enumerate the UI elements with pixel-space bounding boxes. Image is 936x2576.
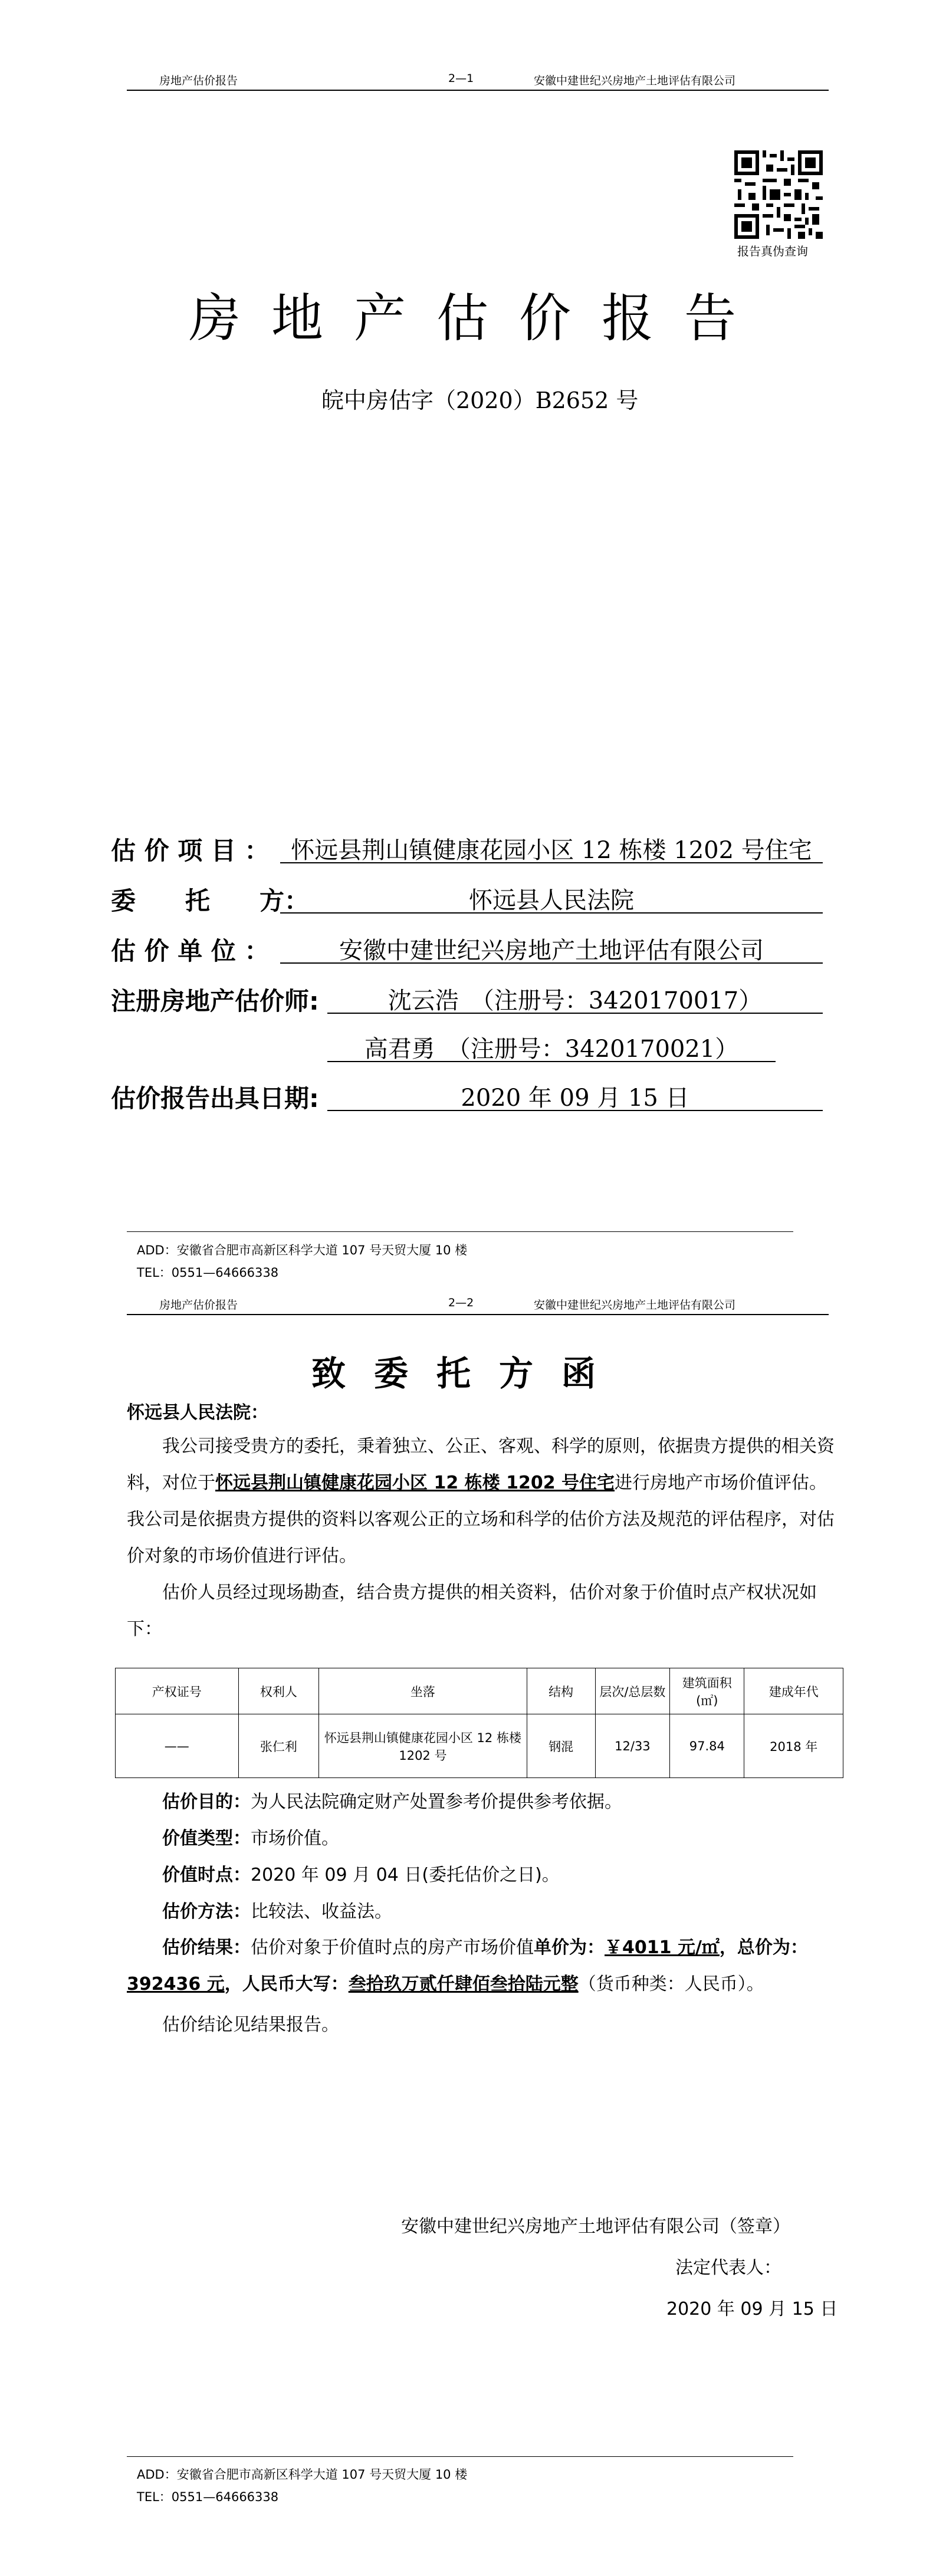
salutation: 怀远县人民法院： (127, 1402, 268, 1423)
table-cell: 张仁利 (238, 1714, 319, 1778)
purpose-value: 为人民法院确定财产处置参考价提供参考依据。 (251, 1792, 622, 1812)
result-label: 估价结果： (162, 1937, 251, 1958)
value-time-label: 价值时点： (162, 1865, 251, 1885)
paragraph-1 (127, 1428, 838, 1575)
result-paragraph (127, 1930, 838, 2003)
header-left: 房地产估价报告 (159, 74, 238, 87)
unit-price-value: ￥4011 元/㎡ (605, 1937, 720, 1958)
method-label: 估价方法： (162, 1901, 251, 1922)
result-text: 估价对象于价值时点的房产市场价值 (251, 1937, 534, 1958)
footer-address: ADD：安徽省合肥市高新区科学大道 107 号天贸大厦 10 楼 (137, 2467, 468, 2482)
footer-rule (127, 2456, 793, 2457)
qr-code-icon[interactable] (734, 150, 823, 239)
table-cell: 钢混 (527, 1714, 595, 1778)
currency-note: （货币种类：人民币）。 (578, 1974, 764, 1995)
field-label-project: 估 价 项 目 ： (111, 836, 270, 865)
document-number: 皖中房估字（2020）B2652 号 (321, 387, 639, 413)
property-table (115, 1668, 843, 1778)
table-header-cell: 建筑面积(㎡) (670, 1668, 744, 1714)
paragraph-2: 估价人员经过现场勘查，结合贵方提供的相关资料，估价对象于价值时点产权状况如下： (127, 1582, 817, 1639)
table-cell: 12/33 (595, 1714, 669, 1778)
rmb-label: ，人民币大写： (224, 1974, 349, 1995)
header-page-number: 2—2 (448, 1296, 474, 1309)
header-page-number: 2—1 (448, 72, 474, 85)
footer-tel: TEL：0551—64666338 (137, 1266, 279, 1280)
total-price-value: 392436 元 (127, 1974, 225, 1995)
unit-price-label: 单价为： (534, 1937, 605, 1958)
field-label-issue-date: 估价报告出具日期: (111, 1084, 319, 1113)
field-value-client: 怀远县人民法院 (469, 887, 634, 914)
field-underline (280, 912, 823, 914)
value-type-value: 市场价值。 (251, 1828, 339, 1849)
table-header-cell: 结构 (527, 1668, 595, 1714)
signer-date: 2020 年 09 月 15 日 (666, 2299, 838, 2319)
rmb-value: 叁拾玖万贰仟肆佰叁拾陆元整 (348, 1974, 579, 1995)
paragraph-1-tail: 进行房地产市场价值评估。我公司是依据贵方提供的资料以客观公正的立场和科学的估价方法及规范的评估程序，对估价对象的市场价值进行评估。 (127, 1473, 835, 1566)
value-time-line (162, 1860, 560, 1886)
property-address: 怀远县荆山镇健康花园小区 12 栋楼 1202 号住宅 (215, 1473, 615, 1493)
header-right: 安徽中建世纪兴房地产土地评估有限公司 (534, 1299, 736, 1312)
field-underline (280, 862, 823, 863)
table-header-cell: 建成年代 (744, 1668, 843, 1714)
method-value: 比较法、收益法。 (251, 1901, 392, 1922)
signer-company: 安徽中建世纪兴房地产土地评估有限公司（签章） (401, 2216, 790, 2237)
table-header-row (116, 1668, 843, 1714)
table-cell: 2018 年 (744, 1714, 843, 1778)
table-cell: —— (116, 1714, 239, 1778)
footer-address: ADD：安徽省合肥市高新区科学大道 107 号天贸大厦 10 楼 (137, 1243, 468, 1257)
field-underline (327, 1013, 823, 1014)
header-left: 房地产估价报告 (159, 1299, 238, 1312)
footer-tel: TEL：0551—64666338 (137, 2490, 279, 2504)
table-cell: 怀远县荆山镇健康花园小区 12 栋楼 1202 号 (319, 1714, 527, 1778)
field-underline (280, 962, 823, 964)
purpose-line (162, 1787, 622, 1813)
table-header-cell: 产权证号 (116, 1668, 239, 1714)
field-underline (327, 1061, 776, 1062)
field-value-appraiser-2: 高君勇 （注册号：3420170021） (364, 1036, 739, 1063)
letter-title: 致委托方函 (311, 1353, 625, 1394)
report-title: 房地产估价报告 (189, 288, 767, 349)
field-value-issue-date: 2020 年 09 月 15 日 (461, 1085, 689, 1112)
table-header-cell: 层次/总层数 (595, 1668, 669, 1714)
purpose-label: 估价目的： (162, 1792, 251, 1812)
footer-rule (127, 1231, 793, 1232)
total-price-label: ，总价为： (719, 1937, 808, 1958)
value-type-label: 价值类型： (162, 1828, 251, 1849)
table-header-cell: 权利人 (238, 1668, 319, 1714)
field-value-appraiser-org: 安徽中建世纪兴房地产土地评估有限公司 (339, 937, 764, 964)
paragraph-1-text: 我公司接受贵方的委托，秉着独立、公正、客观、科学的原则，依据贵方提供的相关资料，对位于 (127, 1436, 835, 1493)
header-rule (127, 1314, 829, 1315)
header-rule (127, 90, 829, 91)
table-cell: 97.84 (670, 1714, 744, 1778)
field-value-project: 怀远县荆山镇健康花园小区 12 栋楼 1202 号住宅 (291, 837, 812, 864)
field-label-appraiser-org: 估 价 单 位 ： (111, 937, 270, 965)
field-label-appraisers: 注册房地产估价师: (111, 987, 319, 1016)
value-type-line (162, 1823, 339, 1849)
field-underline (327, 1110, 823, 1111)
table-header-cell: 坐落 (319, 1668, 527, 1714)
table-row (116, 1714, 843, 1778)
value-time-value: 2020 年 09 月 04 日(委托估价之日)。 (251, 1865, 560, 1885)
field-label-client: 委 托 方： (111, 886, 310, 915)
header-right: 安徽中建世纪兴房地产土地评估有限公司 (534, 74, 736, 87)
field-value-appraiser-1: 沈云浩 （注册号：3420170017） (387, 987, 763, 1014)
conclusion-line: 估价结论见结果报告。 (162, 2015, 339, 2035)
method-line (162, 1897, 392, 1923)
qr-caption: 报告真伪查询 (737, 244, 808, 258)
signer-representative: 法定代表人： (675, 2258, 781, 2278)
